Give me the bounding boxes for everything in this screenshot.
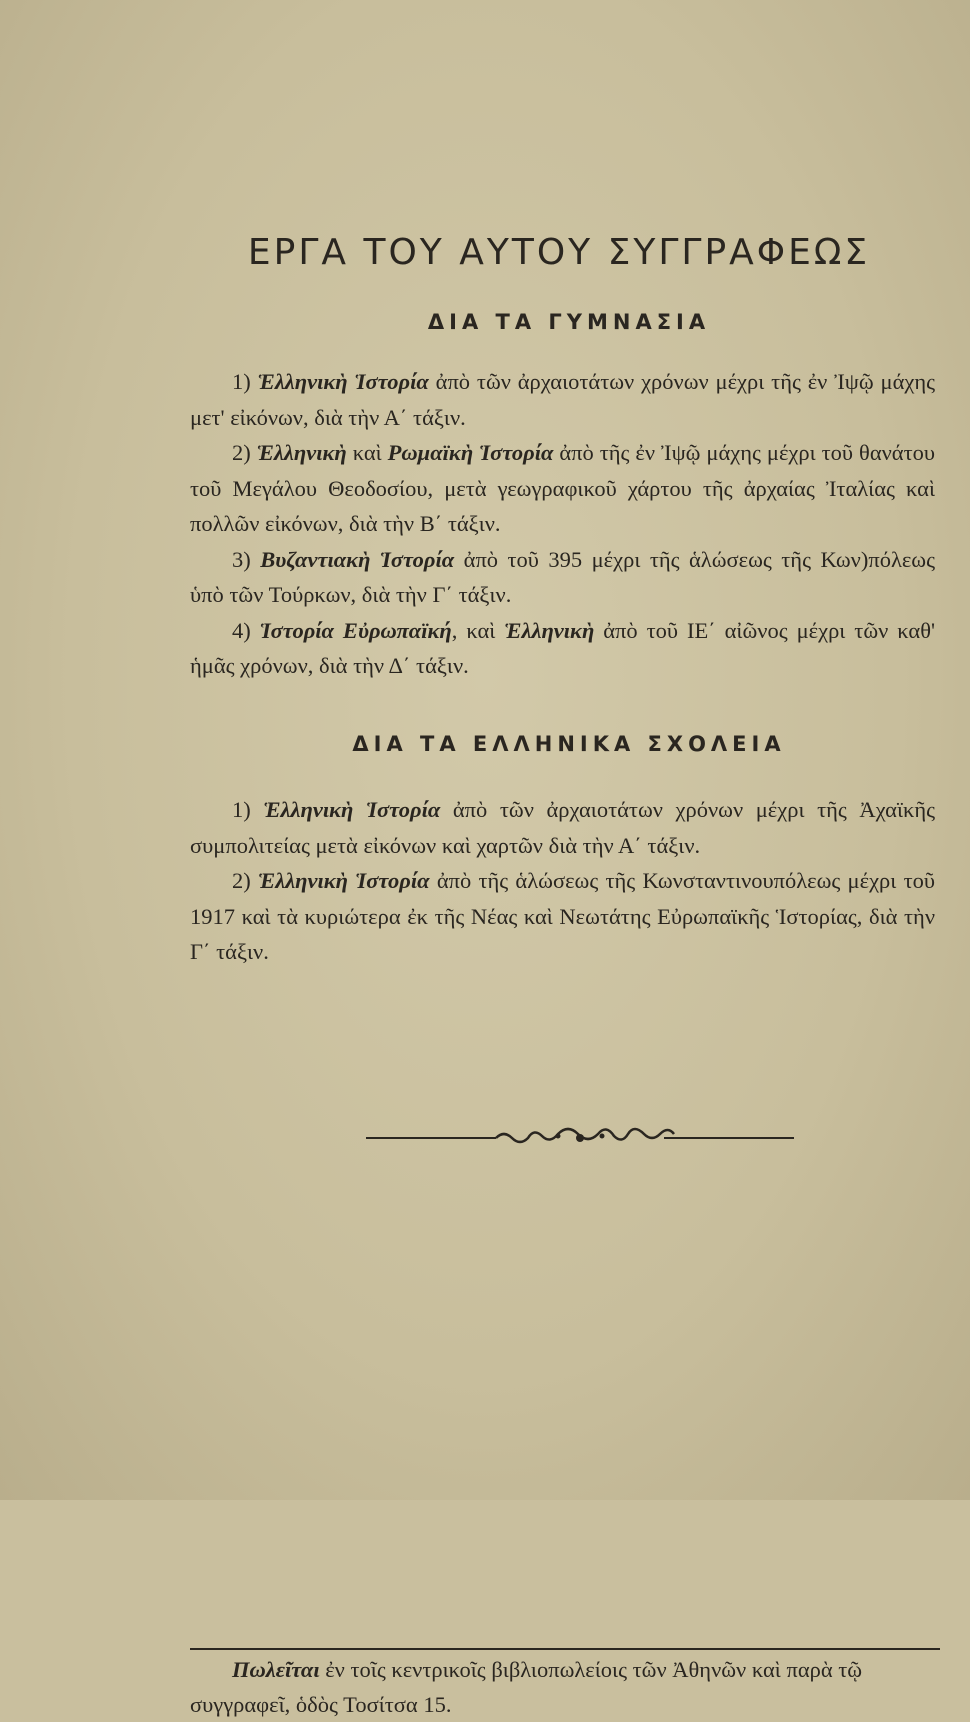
item-title: Ἱστορία Εὐρωπαϊκή	[259, 617, 452, 643]
footer-rule	[190, 1648, 940, 1650]
item-text	[370, 547, 379, 572]
item-title: Ἑλληνικὴ	[263, 797, 354, 822]
item-title: Ἱστορία	[354, 369, 429, 394]
page-title: ΕΡΓΑ ΤΟΥ ΑΥΤΟΥ ΣΥΓΓΡΑΦΕΩΣ	[247, 232, 871, 273]
item-number: 3)	[232, 546, 251, 572]
item-number: 2)	[232, 440, 251, 465]
item-number: 2)	[232, 868, 251, 893]
item-number: 1)	[232, 797, 251, 822]
item-text	[353, 797, 366, 822]
item-text: ἀπὸ τῆς ἁλώσεως τῆς Κωνσταντινουπόλεως μέχρι τοῦ 1917 καὶ τὰ κυριώτερα ἐκ τῆς Νέας καὶ Νεωτάτης Εὐρωπαϊκῆς Ἱστορίας, διὰ τὴν Γ΄ τάξιν.	[190, 868, 936, 964]
item-title: Ἑλληνικὴ	[256, 440, 347, 465]
item-title: Ἑλληνικὴ	[257, 369, 348, 394]
publisher-note-text: ἐν τοῖς κεντρικοῖς βιβλιοπωλείοις τῶν Ἀθηνῶν καὶ παρὰ τῷ συγγραφεῖ, ὁδὸς Τοσίτσα 15.	[190, 1657, 863, 1717]
item-title: Βυζαντιακὴ	[260, 546, 371, 572]
section-heading-schools: ΔΙΑ ΤΑ ΕΛΛΗΝΙΚΑ ΣΧΟΛΕΙΑ	[352, 732, 786, 756]
list-item	[190, 613, 935, 684]
item-text	[348, 369, 355, 394]
list-item	[190, 863, 935, 970]
item-text: καὶ	[346, 440, 388, 465]
item-text: ἀπὸ τῶν ἀρχαιοτάτων χρόνων μέχρι τῆς Ἀχαϊκῆς συμπολιτείας μετὰ εἰκόνων καὶ χαρτῶν διὰ τὴν Α΄ τάξιν.	[190, 797, 936, 858]
item-number: 4)	[232, 617, 251, 643]
list-item	[190, 435, 935, 542]
publisher-note-lead: Πωλεῖται	[232, 1657, 320, 1682]
item-title: Ἱστορία	[355, 868, 430, 893]
gymnasia-book-list	[190, 364, 935, 684]
item-number: 1)	[232, 369, 251, 394]
item-text: ἀπὸ τοῦ ΙΕ΄ αἰῶνος μέχρι τῶν καθ' ἡμᾶς χρόνων, διὰ τὴν Δ΄ τάξιν.	[190, 617, 936, 678]
schools-book-list	[190, 792, 935, 970]
item-title: Ἱστορία	[365, 797, 441, 822]
item-title: Ἑλληνικὴ	[504, 617, 595, 643]
item-text: ἀπὸ τῆς ἐν Ἰψῷ μάχης μέχρι τοῦ θανάτου τοῦ Μεγάλου Θεοδοσίου, μετὰ γεωγραφικοῦ χάρτου τῆς ἀρχαίας Ἰταλίας καὶ πολλῶν εἰκόνων, διὰ τὴν Β΄ τάξιν.	[190, 440, 935, 536]
item-text: , καὶ	[451, 617, 505, 643]
list-item	[190, 792, 935, 863]
item-title: Ἑλληνικὴ	[258, 868, 349, 893]
publisher-note	[190, 1652, 945, 1722]
ornamental-divider	[366, 1124, 794, 1152]
item-title: Ρωμαϊκὴ Ἱστορία	[387, 440, 554, 465]
list-item	[190, 364, 935, 435]
item-text: ἀπὸ τοῦ 395 μέχρι τῆς ἁλώσεως τῆς Κων)πόλεως ὑπὸ τῶν Τούρκων, διὰ τὴν Γ΄ τάξιν.	[190, 546, 936, 607]
item-text: ἀπὸ τῶν ἀρχαιοτάτων χρόνων μέχρι τῆς ἐν Ἰψῷ μάχης μετ' εἰκόνων, διὰ τὴν Α΄ τάξιν.	[190, 369, 936, 430]
item-title: Ἱστορία	[379, 546, 455, 572]
list-item	[190, 542, 935, 613]
section-heading-gymnasia: ΔΙΑ ΤΑ ΓΥΜΝΑΣΙΑ	[427, 310, 711, 334]
